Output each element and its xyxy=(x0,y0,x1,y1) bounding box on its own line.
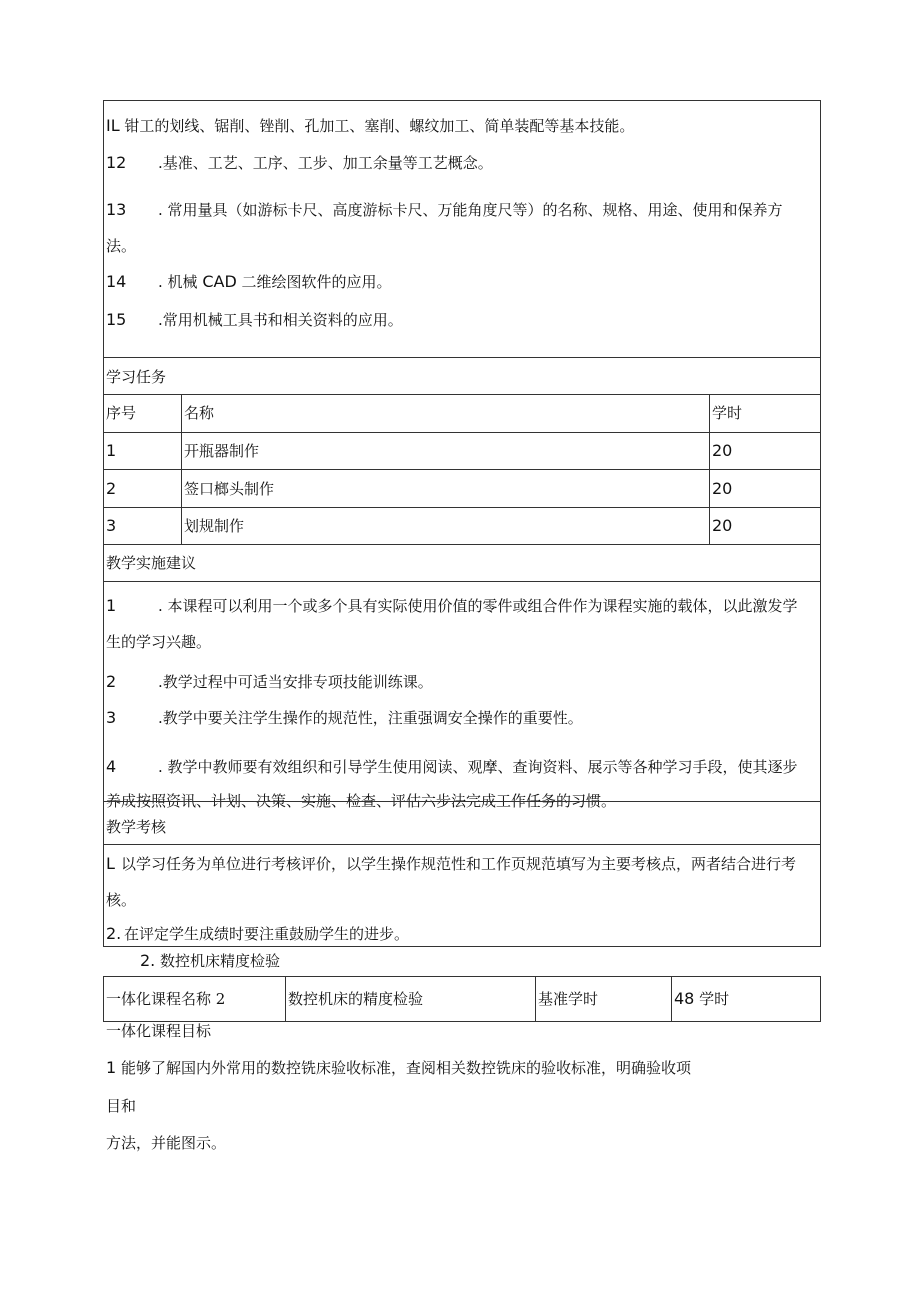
section-heading xyxy=(140,952,280,970)
task-row-2-name: 签口榔头制作 xyxy=(184,480,275,498)
course-col-divider-3 xyxy=(671,976,672,1022)
task-row-3-no: 3 xyxy=(106,516,117,535)
course-name-value: 数控机床的精度检验 xyxy=(288,990,424,1008)
goal-line-2: 目和 xyxy=(106,1097,137,1115)
task-row-1-name: 开瓶器制作 xyxy=(184,442,260,460)
skill-text-12: .基准、工艺、工序、工步、加工余量等工艺概念。 xyxy=(158,154,493,172)
tasks-title: 学习任务 xyxy=(106,368,167,386)
goal-line-3: 方法，并能图示。 xyxy=(106,1134,227,1152)
course-name-label: 一体化课程名称 2 xyxy=(106,990,226,1008)
assessment-text-1-cont: 核。 xyxy=(106,891,137,909)
tasks-header-no: 序号 xyxy=(106,404,137,422)
goal-line-1 xyxy=(106,1059,691,1077)
skill-text-14 xyxy=(158,273,392,291)
advice-number-1: 1 xyxy=(106,596,117,615)
task-row-2-no: 2 xyxy=(106,479,117,498)
advice-text-3: .教学中要关注学生操作的规范性，注重强调安全操作的重要性。 xyxy=(158,709,583,727)
advice-text-4-clip xyxy=(106,792,818,810)
skill-number-14: 14 xyxy=(106,272,127,291)
task-row-3-name: 划规制作 xyxy=(184,517,245,535)
advice-text-2: .教学过程中可适当安排专项技能训练课。 xyxy=(158,673,433,691)
task-row-1-hours: 20 xyxy=(712,441,733,460)
assessment-text-1: 以学习任务为单位进行考核评价，以学生操作规范性和工作页规范填写为主要考核点，两者结合进行考 xyxy=(121,855,797,873)
section-heading-text: 数控机床精度检验 xyxy=(160,952,281,970)
task-row-1-no: 1 xyxy=(106,441,117,460)
tasks-divider-row1 xyxy=(103,432,821,433)
course-col-divider-2 xyxy=(535,976,536,1022)
skill-item-11 xyxy=(106,117,634,135)
skill-number-12: 12 xyxy=(106,153,127,172)
advice-text-4-cont: 养成按照资讯、计划、决策、实施、检查、评估六步法完成工作任务的习惯。 xyxy=(106,792,617,810)
skill-text: 钳工的划线、锯削、锉削、孔加工、塞削、螺纹加工、简单装配等基本技能。 xyxy=(124,117,635,135)
tasks-header-name: 名称 xyxy=(184,404,215,422)
advice-number-3: 3 xyxy=(106,708,117,727)
skill-text-15: .常用机械工具书和相关资料的应用。 xyxy=(158,311,403,329)
skill-number-13: 13 xyxy=(106,200,127,219)
assessment-title-divider xyxy=(103,844,821,845)
skill-number-15: 15 xyxy=(106,310,127,329)
hours-value-number: 48 xyxy=(674,989,695,1008)
skill-text-13-cont: 法。 xyxy=(106,237,137,255)
hours-value xyxy=(674,990,729,1008)
advice-text-4: . 教学中教师要有效组织和引导学生使用阅读、观摩、查询资料、展示等各种学习手段，使其逐步 xyxy=(158,758,798,776)
advice-number-2: 2 xyxy=(106,672,117,691)
tasks-col-divider-2 xyxy=(709,394,710,544)
task-row-3-hours: 20 xyxy=(712,516,733,535)
advice-title-divider xyxy=(103,581,821,582)
assessment-number-2: 2. xyxy=(106,924,122,943)
tasks-col-divider-1 xyxy=(181,394,182,544)
goal-text-1: 能够了解国内外常用的数控铣床验收标准，查阅相关数控铣床的验收标准，明确验收项 xyxy=(120,1059,691,1077)
skill-number: IL xyxy=(106,116,120,135)
task-row-2-hours: 20 xyxy=(712,479,733,498)
skill-text-14-a: . 机械 xyxy=(158,273,198,291)
section-heading-number: 2. xyxy=(140,951,156,970)
tasks-divider-header xyxy=(103,394,821,395)
tasks-divider-row2 xyxy=(103,469,821,470)
advice-text-1-cont: 生的学习兴趣。 xyxy=(106,633,212,651)
skill-text-14-b: CAD xyxy=(202,272,237,291)
hours-value-unit: 学时 xyxy=(699,990,730,1008)
goal-number: 1 xyxy=(106,1058,117,1077)
skill-text-13: . 常用量具（如游标卡尺、高度游标卡尺、万能角度尺等）的名称、规格、用途、使用和保养方 xyxy=(158,201,783,219)
course-col-divider-1 xyxy=(285,976,286,1022)
assessment-number-1: L xyxy=(106,854,115,873)
advice-number-4: 4 xyxy=(106,757,117,776)
tasks-divider-row3 xyxy=(103,507,821,508)
advice-title: 教学实施建议 xyxy=(106,554,197,572)
skill-text-14-c: 二维绘图软件的应用。 xyxy=(241,273,392,291)
tasks-header-hours: 学时 xyxy=(712,404,743,422)
advice-text-1: . 本课程可以利用一个或多个具有实际使用价值的零件或组合件作为课程实施的载体，以此激发学 xyxy=(158,597,798,615)
hours-label: 基准学时 xyxy=(538,990,599,1008)
assessment-text-2: 在评定学生成绩时要注重鼓励学生的进步。 xyxy=(124,925,410,943)
goal-title: 一体化课程目标 xyxy=(106,1022,212,1040)
assessment-title: 教学考核 xyxy=(106,818,167,836)
